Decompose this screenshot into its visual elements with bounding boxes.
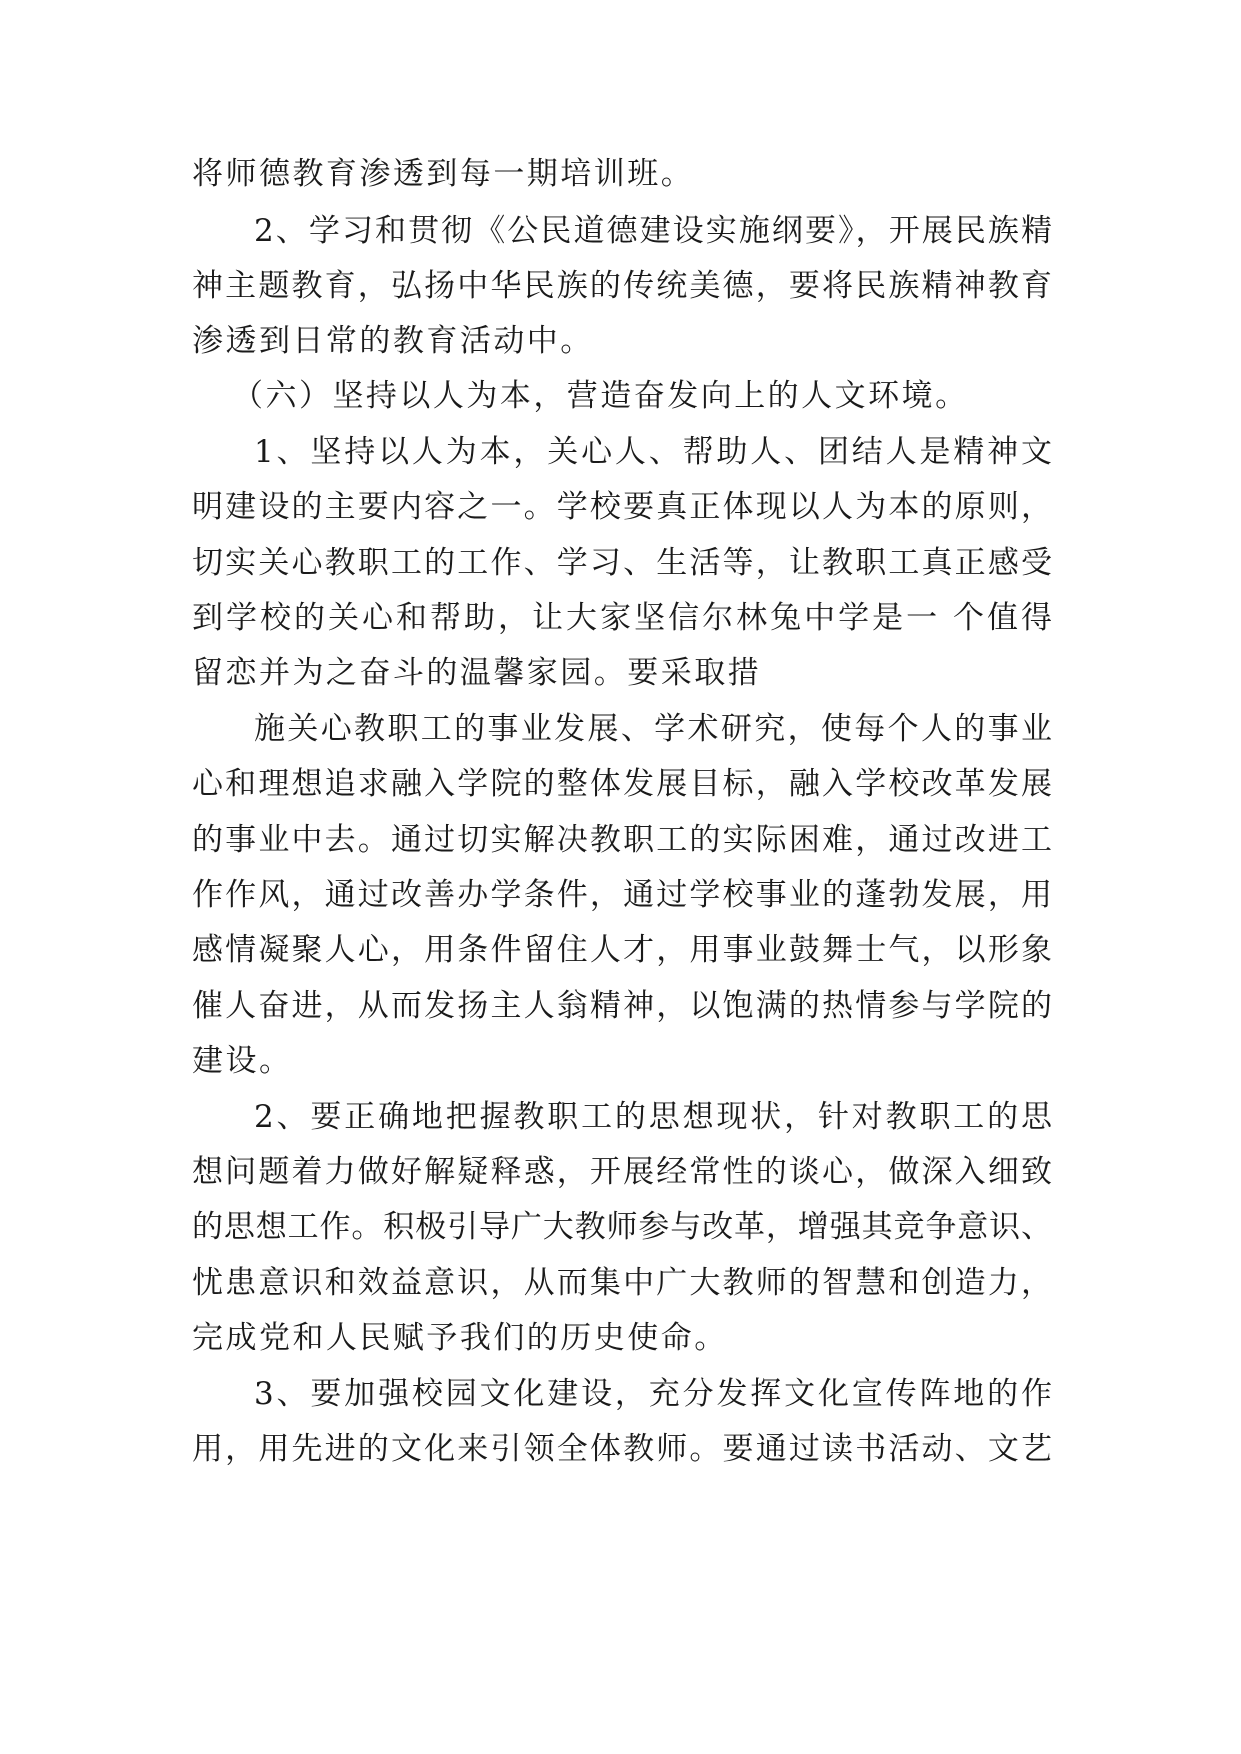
section-heading: （六）坚持以人为本，营造奋发向上的人文环境。: [232, 378, 969, 414]
paragraph-start-line: 3、要加强校园文化建设，充分发挥文化宣传阵地的作: [254, 1376, 1052, 1412]
text-line: 作作风，通过改善办学条件，通过学校事业的蓬勃发展，用: [192, 877, 1052, 913]
text-line: 神主题教育，弘扬中华民族的传统美德，要将民族精神教育: [192, 268, 1052, 304]
text-line: 明建设的主要内容之一。学校要真正体现以人为本的原则，: [192, 489, 1052, 525]
paragraph-start-line: 2、学习和贯彻《公民道德建设实施纲要》，开展民族精: [254, 213, 1052, 249]
paragraph-start-line: 2、要正确地把握教职工的思想现状，针对教职工的思: [254, 1099, 1052, 1135]
text-line: 渗透到日常的教育活动中。: [192, 323, 594, 359]
text-line: 的事业中去。通过切实解决教职工的实际困难，通过改进工: [192, 822, 1052, 858]
text-line: 心和理想追求融入学院的整体发展目标，融入学校改革发展: [192, 766, 1052, 802]
text-line: 催人奋进，从而发扬主人翁精神，以饱满的热情参与学院的: [192, 988, 1052, 1024]
text-line: 将师德教育渗透到每一期培训班。: [192, 156, 695, 192]
text-line: 留恋并为之奋斗的温馨家园。要采取措: [192, 655, 762, 691]
paragraph-start-line: 施关心教职工的事业发展、学术研究，使每个人的事业: [254, 711, 1052, 747]
text-line: 到学校的关心和帮助，让大家坚信尔林兔中学是一 个值得: [192, 600, 1052, 636]
paragraph-start-line: 1、坚持以人为本，关心人、帮助人、团结人是精神文: [254, 434, 1052, 470]
text-line: 完成党和人民赋予我们的历史使命。: [192, 1320, 728, 1356]
text-line: 想问题着力做好解疑释惑，开展经常性的谈心，做深入细致: [192, 1154, 1052, 1190]
text-line: 忧患意识和效益意识，从而集中广大教师的智慧和创造力，: [192, 1265, 1052, 1301]
text-line: 感情凝聚人心，用条件留住人才，用事业鼓舞士气，以形象: [192, 932, 1052, 968]
text-line: 的思想工作。积极引导广大教师参与改革，增强其竞争意识、: [192, 1209, 1052, 1245]
text-line: 用，用先进的文化来引领全体教师。要通过读书活动、文艺: [192, 1431, 1052, 1467]
text-line: 建设。: [192, 1043, 293, 1079]
text-line: 切实关心教职工的工作、学习、生活等，让教职工真正感受: [192, 545, 1052, 581]
